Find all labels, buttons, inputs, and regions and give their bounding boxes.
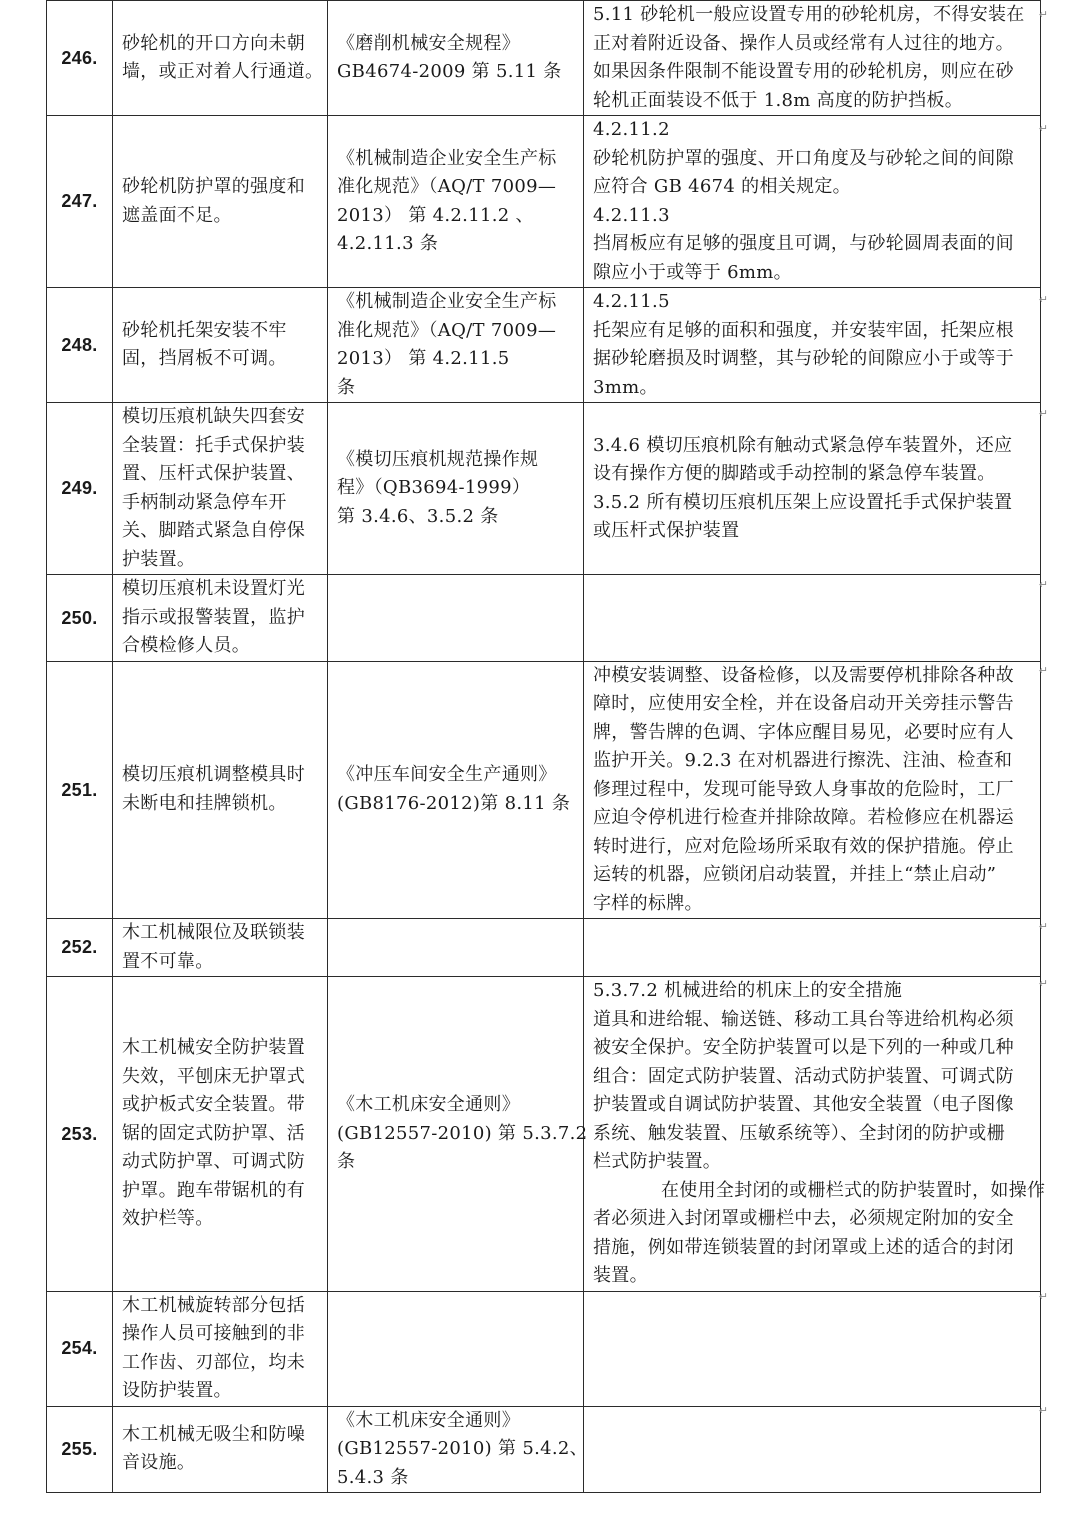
cell-line: 第 3.4.6、3.5.2 条 (337, 505, 499, 527)
issue-cell (113, 1291, 328, 1406)
issue-cell (113, 977, 328, 1292)
cell-line: 道具和进给辊、输送链、移动工具台等进给机构必须 (593, 1008, 1014, 1030)
cell-line: 轮机正面装设不低于 1.8m 高度的防护挡板。 (593, 89, 964, 111)
cell-line: 《机械制造企业安全生产标 (337, 291, 557, 312)
cell-line: (GB8176-2012)第 8.11 条 (337, 792, 571, 814)
requirement-cell (584, 288, 1041, 403)
cell-line: 3.4.6 模切压痕机除有触动式紧急停车装置外，还应 (593, 434, 1013, 456)
cell-line: 手柄制动紧急停车开 (122, 491, 287, 513)
paragraph-mark: ↵ (1038, 407, 1048, 420)
paragraph-mark: ↵ (1038, 293, 1048, 306)
requirement-cell (584, 1291, 1041, 1406)
cell-line: 置不可靠。 (122, 950, 214, 972)
cell-line: 4.2.11.5 (593, 291, 670, 312)
cell-line: 字样的标牌。 (593, 892, 703, 914)
cell-line: 木工机械安全防护装置 (122, 1037, 305, 1058)
paragraph-mark: ↵ (1038, 920, 1048, 933)
table-row (47, 1, 1041, 116)
row-number: 251. (47, 661, 113, 919)
cell-line: 遮盖面不足。 (122, 204, 232, 226)
row-number: 248. (47, 288, 113, 403)
cell-line: 动式防护罩、可调式防 (122, 1151, 305, 1172)
cell-line: 模切压痕机缺失四套安 (122, 406, 305, 427)
cell-line: 砂轮机防护罩的强度和 (122, 176, 305, 197)
table-body (47, 1, 1046, 1493)
table-row (47, 116, 1041, 288)
cell-line: (GB12557-2010) 第 5.4.2、 (337, 1438, 588, 1459)
cell-line: 关、脚踏式紧急自停保 (122, 520, 305, 541)
cell-line: 转时进行，应对危险场所采取有效的保护措施。停止 (593, 835, 1014, 857)
cell-line: 应迫令停机进行检查并排除故障。若检修应在机器运 (593, 807, 1014, 828)
cell-line: 失效，平刨床无护罩式 (122, 1065, 305, 1087)
cell-line: 4.2.11.3 (593, 204, 670, 226)
requirement-cell (584, 977, 1046, 1292)
cell-line: 栏式防护装置。 (593, 1151, 722, 1172)
reference-cell (328, 661, 584, 919)
cell-line: 锯的固定式防护罩、活 (122, 1122, 305, 1144)
table-row (47, 977, 1041, 1292)
reference-cell (328, 288, 584, 403)
cell-line: 砂轮机托架安装不牢 (122, 319, 287, 341)
cell-line: 固，挡屑板不可调。 (122, 348, 287, 369)
cell-line: 系统、触发装置、压敏系统等）、全封闭的防护或栅 (593, 1122, 1005, 1144)
row-number: 255. (47, 1406, 113, 1493)
cell-line: 全装置：托手式保护装 (122, 434, 305, 456)
cell-line: 准化规范》（AQ/T 7009— (337, 319, 557, 341)
cell-line: 墙，或正对着人行通道。 (122, 61, 324, 82)
paragraph-mark: ↵ (1038, 1290, 1048, 1303)
cell-line: 被安全保护。安全防护装置可以是下列的一种或几种 (593, 1037, 1014, 1058)
requirement-cell (584, 575, 1041, 662)
paragraph-mark: ↵ (1038, 977, 1048, 990)
cell-line: (GB12557-2010) 第 5.3.7.2 (337, 1122, 588, 1144)
cell-line: 《木工机床安全通则》 (337, 1094, 520, 1115)
paragraph-mark: ↵ (1038, 664, 1048, 677)
cell-line: 模切压痕机调整模具时 (122, 764, 305, 786)
cell-line: 隙应小于或等于 6mm。 (593, 261, 792, 283)
cell-line: 组合：固定式防护装置、活动式防护装置、可调式防 (593, 1065, 1014, 1087)
row-number: 249. (47, 403, 113, 575)
cell-line: 或压杆式保护装置 (593, 520, 740, 541)
cell-line: 砂轮机的开口方向未朝 (122, 32, 305, 54)
issue-cell (113, 1, 328, 116)
cell-line: 牌，警告牌的色调、字体应醒目易见，必要时应有人 (593, 721, 1014, 743)
cell-line: 挡屑板应有足够的强度且可调，与砂轮圆周表面的间 (593, 233, 1014, 254)
cell-line: 木工机械旋转部分包括 (122, 1294, 305, 1316)
cell-line: 《冲压车间安全生产通则》 (337, 764, 557, 786)
cell-line: 监护开关。9.2.3 在对机器进行擦洗、注油、检查和 (593, 750, 1013, 771)
reference-cell (328, 977, 588, 1292)
cell-line: 条 (337, 376, 356, 398)
row-number: 254. (47, 1291, 113, 1406)
cell-line: 《机械制造企业安全生产标 (337, 147, 557, 169)
table-row (47, 288, 1041, 403)
reference-cell (328, 1406, 588, 1493)
reference-cell (328, 1, 584, 116)
cell-line: 或护板式安全装置。带 (122, 1094, 305, 1115)
row-number: 246. (47, 1, 113, 116)
issue-cell (113, 661, 328, 919)
cell-line: 《木工机床安全通则》 (337, 1409, 520, 1431)
table-row (47, 403, 1041, 575)
reference-cell (328, 575, 584, 662)
cell-line: 如果因条件限制不能设置专用的砂轮机房，则应在砂 (593, 61, 1014, 82)
document-page (46, 0, 1046, 1493)
row-number: 252. (47, 919, 113, 977)
cell-line: 模切压痕机未设置灯光 (122, 578, 305, 599)
cell-line: 护装置。 (122, 548, 196, 570)
cell-line: 准化规范》（AQ/T 7009— (337, 176, 557, 197)
cell-line: 操作人员可接触到的非 (122, 1323, 305, 1344)
cell-line: 4.2.11.2 (593, 119, 670, 140)
cell-line: 2013） 第 4.2.11.5 (337, 348, 510, 369)
table-row (47, 575, 1041, 662)
cell-line: 《磨削机械安全规程》 (337, 32, 520, 54)
cell-line: GB4674-2009 第 5.11 条 (337, 61, 562, 82)
issue-cell (113, 288, 328, 403)
cell-line: 合模检修人员。 (122, 635, 251, 656)
cell-line: 效护栏等。 (122, 1208, 214, 1229)
regulation-table (46, 0, 1046, 1493)
cell-line: 设有操作方便的脚踏或手动控制的紧急停车装置。 (593, 463, 996, 484)
cell-line: 木工机械限位及联锁装 (122, 922, 305, 943)
paragraph-mark: ↵ (1038, 1404, 1048, 1417)
cell-line: 据砂轮磨损及时调整，其与砂轮的间隙应小于或等于 (593, 348, 1014, 369)
cell-line: 措施，例如带连锁装置的封闭罩或上述的适合的封闭 (593, 1236, 1014, 1258)
requirement-cell (584, 1406, 1041, 1493)
cell-line: 装置。 (593, 1265, 648, 1286)
cell-line: 指示或报警装置，监护 (122, 606, 305, 628)
cell-line: 正对着附近设备、操作人员或经常有人过往的地方。 (593, 32, 1014, 54)
reference-cell (328, 403, 584, 575)
issue-cell (113, 919, 328, 977)
issue-cell (113, 1406, 328, 1493)
cell-line: 护装置或自调试防护装置、其他安全装置（电子图像 (593, 1094, 1014, 1115)
requirement-cell (584, 919, 1041, 977)
reference-cell (328, 919, 584, 977)
cell-line: 砂轮机防护罩的强度、开口角度及与砂轮之间的间隙 (593, 147, 1014, 169)
table-row (47, 1291, 1041, 1406)
cell-line: 置、压杆式保护装置、 (122, 463, 305, 484)
paragraph-mark: ↵ (1038, 122, 1048, 135)
cell-line: 3.5.2 所有模切压痕机压架上应设置托手式保护装置 (593, 491, 1013, 513)
cell-line: 应符合 GB 4674 的相关规定。 (593, 176, 851, 197)
cell-line: 修理过程中，发现可能导致人身事故的危险时，工厂 (593, 778, 1014, 800)
cell-line: 护罩。跑车带锯机的有 (122, 1179, 305, 1201)
cell-line: 未断电和挂牌锁机。 (122, 792, 287, 814)
paragraph-mark: ↵ (1038, 8, 1048, 21)
reference-cell (328, 1291, 584, 1406)
requirement-cell (584, 661, 1041, 919)
row-number: 247. (47, 116, 113, 288)
cell-line: 5.3.7.2 机械进给的机床上的安全措施 (593, 980, 902, 1001)
cell-line: 5.11 砂轮机一般应设置专用的砂轮机房，不得安装在 (593, 4, 1025, 25)
cell-line: 3mm。 (593, 376, 658, 398)
cell-line: 运转的机器，应锁闭启动装置，并挂上“禁止启动” (593, 864, 997, 885)
cell-line: 者必须进入封闭罩或栅栏中去，必须规定附加的安全 (593, 1208, 1014, 1229)
cell-line: 障时，应使用安全栓，并在设备启动开关旁挂示警告 (593, 693, 1014, 714)
issue-cell (113, 403, 328, 575)
reference-cell (328, 116, 584, 288)
cell-line: 4.2.11.3 条 (337, 233, 439, 254)
cell-line: 木工机械无吸尘和防噪 (122, 1423, 305, 1445)
paragraph-mark: ↵ (1038, 578, 1048, 591)
table-row (47, 1406, 1041, 1493)
cell-line: 程》（QB3694-1999） (337, 477, 531, 499)
cell-line: 冲模安装调整、设备检修，以及需要停机排除各种故 (593, 664, 1014, 686)
requirement-cell (584, 116, 1041, 288)
cell-line: 工作齿、刃部位，均未 (122, 1351, 305, 1373)
row-number: 250. (47, 575, 113, 662)
issue-cell (113, 575, 328, 662)
cell-line: 在使用全封闭的或栅栏式的防护装置时，如操作 (661, 1179, 1046, 1201)
cell-line: 托架应有足够的面积和强度，并安装牢固，托架应根 (593, 319, 1014, 341)
cell-line: 《模切压痕机规范操作规 (337, 448, 539, 470)
requirement-cell (584, 1, 1041, 116)
table-row (47, 919, 1041, 977)
row-number: 253. (47, 977, 113, 1292)
requirement-cell (584, 403, 1041, 575)
cell-line: 条 (337, 1151, 356, 1172)
cell-line: 2013） 第 4.2.11.2 、 (337, 204, 534, 226)
cell-line: 5.4.3 条 (337, 1466, 409, 1488)
cell-line: 设防护装置。 (122, 1380, 232, 1401)
table-row (47, 661, 1041, 919)
issue-cell (113, 116, 328, 288)
cell-line: 音设施。 (122, 1452, 196, 1474)
